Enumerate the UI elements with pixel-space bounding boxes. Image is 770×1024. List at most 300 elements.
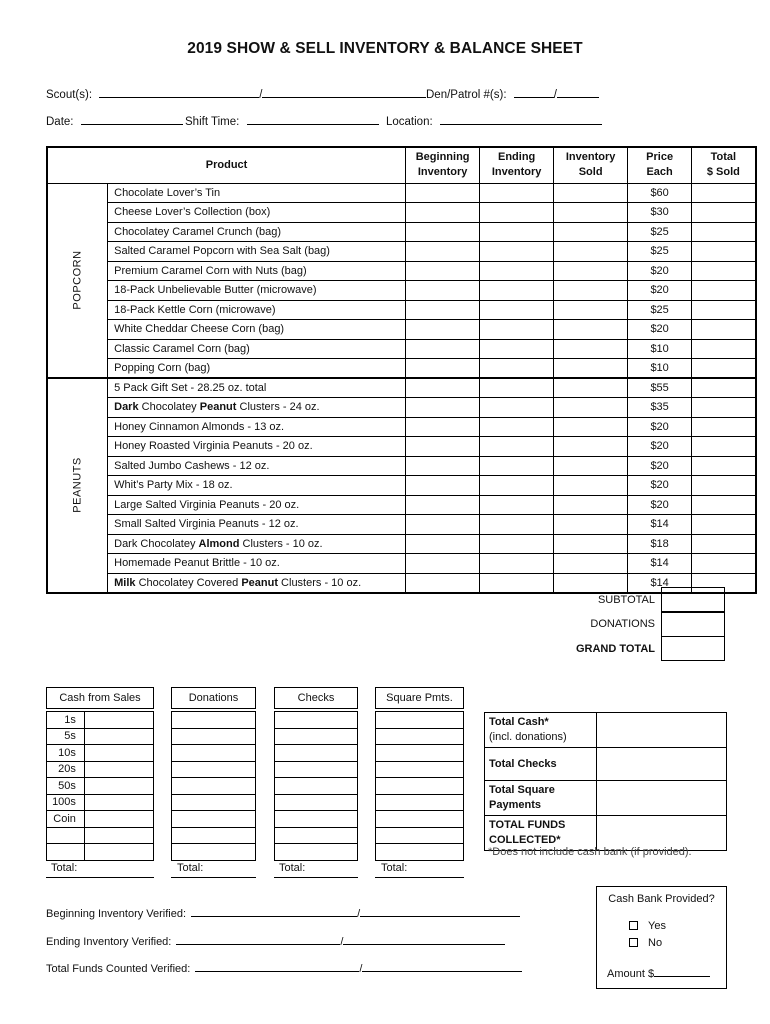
- entry-row: [275, 844, 358, 861]
- total-sold-cell[interactable]: [692, 554, 756, 574]
- total-sold-cell[interactable]: [692, 183, 756, 203]
- product-name: Salted Caramel Popcorn with Sea Salt (bag): [108, 242, 406, 262]
- denomination-label: 1s: [47, 712, 85, 729]
- entry-cell[interactable]: [376, 827, 464, 844]
- total-sold-cell[interactable]: [692, 320, 756, 340]
- price-cell: $20: [628, 320, 692, 340]
- entry-cell[interactable]: [172, 811, 256, 828]
- price-cell: $14: [628, 554, 692, 574]
- product-name: White Cheddar Cheese Corn (bag): [108, 320, 406, 340]
- total-sold-cell[interactable]: [692, 222, 756, 242]
- product-name: Cheese Lover’s Collection (box): [108, 203, 406, 223]
- beginning-inventory-cell[interactable]: [406, 261, 480, 281]
- entry-cell[interactable]: [172, 761, 256, 778]
- price-cell: $20: [628, 417, 692, 437]
- funds-verified-line: Total Funds Counted Verified: /: [46, 960, 522, 975]
- beginning-inventory-cell[interactable]: [406, 554, 480, 574]
- product-name: Popping Corn (bag): [108, 359, 406, 379]
- total-sold-cell[interactable]: [692, 281, 756, 301]
- price-cell: $20: [628, 456, 692, 476]
- ending-verified-field-2[interactable]: [343, 933, 505, 945]
- cash-row: [47, 761, 154, 778]
- inventory-sold-cell[interactable]: [554, 534, 628, 554]
- beginning-inventory-cell[interactable]: [406, 222, 480, 242]
- donations-header: Donations: [171, 687, 256, 709]
- entry-row: [172, 827, 256, 844]
- scouts-field-1[interactable]: [99, 86, 259, 98]
- table-header-row: [47, 147, 756, 183]
- ending-inventory-cell[interactable]: [480, 320, 554, 340]
- subtotal-box[interactable]: [661, 587, 725, 612]
- ending-inventory-cell[interactable]: [480, 300, 554, 320]
- price-cell: $25: [628, 242, 692, 262]
- cash-row: [47, 794, 154, 811]
- ending-inventory-cell[interactable]: [480, 183, 554, 203]
- product-name: Chocolate Lover’s Tin: [108, 183, 406, 203]
- beginning-verified-label: Beginning Inventory Verified:: [46, 908, 187, 920]
- date-line: [46, 113, 183, 128]
- ending-inventory-cell[interactable]: [480, 456, 554, 476]
- total-sold-cell[interactable]: [692, 456, 756, 476]
- table-row: [47, 359, 756, 379]
- inventory-sold-cell[interactable]: [554, 515, 628, 535]
- entry-cell[interactable]: [275, 712, 358, 729]
- denomination-amount-cell[interactable]: [84, 844, 153, 861]
- denomination-amount-cell[interactable]: [84, 745, 153, 762]
- beginning-inventory-cell[interactable]: [406, 515, 480, 535]
- denomination-amount-cell[interactable]: [84, 712, 153, 729]
- cash-total-line: [46, 877, 154, 878]
- price-cell: $20: [628, 495, 692, 515]
- funds-summary-value[interactable]: [597, 748, 727, 781]
- no-checkbox[interactable]: [629, 938, 638, 947]
- ending-inventory-cell[interactable]: [480, 515, 554, 535]
- product-name: Homemade Peanut Brittle - 10 oz.: [108, 554, 406, 574]
- ending-verified-line: Ending Inventory Verified: /: [46, 933, 505, 948]
- page-title: 2019 SHOW & SELL INVENTORY & BALANCE SHEET: [187, 40, 583, 57]
- beginning-inventory-cell[interactable]: [406, 320, 480, 340]
- table-row: [47, 339, 756, 359]
- entry-cell[interactable]: [275, 844, 358, 861]
- grand-total-label: GRAND TOTAL: [575, 643, 655, 655]
- entry-row: [275, 745, 358, 762]
- square-grid: [375, 711, 464, 861]
- entry-cell[interactable]: [376, 712, 464, 729]
- cash-grid: [46, 711, 154, 861]
- entry-row: [275, 794, 358, 811]
- beginning-inventory-cell[interactable]: [406, 573, 480, 593]
- entry-row: [376, 827, 464, 844]
- table-row: [47, 300, 756, 320]
- checks-total-label: Total:: [279, 862, 306, 874]
- ending-inventory-cell[interactable]: [480, 495, 554, 515]
- price-cell: $25: [628, 300, 692, 320]
- funds-summary-value[interactable]: [597, 713, 727, 748]
- denomination-label: [47, 844, 85, 861]
- ending-inventory-cell[interactable]: [480, 534, 554, 554]
- product-name: 18-Pack Kettle Corn (microwave): [108, 300, 406, 320]
- ending-inventory-cell[interactable]: [480, 339, 554, 359]
- total-sold-cell[interactable]: [692, 339, 756, 359]
- total-sold-cell[interactable]: [692, 203, 756, 223]
- funds-summary-value[interactable]: [597, 781, 727, 816]
- beginning-verified-field-2[interactable]: [360, 905, 520, 917]
- checks-grid: [274, 711, 358, 861]
- beginning-inventory-cell[interactable]: [406, 534, 480, 554]
- entry-cell[interactable]: [172, 728, 256, 745]
- table-row: [47, 242, 756, 262]
- beginning-inventory-cell[interactable]: [406, 203, 480, 223]
- col-beginning-header: Beginning Inventory: [406, 147, 480, 183]
- beginning-inventory-cell[interactable]: [406, 378, 480, 398]
- donations-box[interactable]: [661, 612, 725, 637]
- entry-cell[interactable]: [172, 778, 256, 795]
- date-field[interactable]: [81, 113, 183, 125]
- table-row: [47, 495, 756, 515]
- total-sold-cell[interactable]: [692, 437, 756, 457]
- den-label: Den/Patrol #(s):: [426, 89, 507, 101]
- entry-cell[interactable]: [275, 745, 358, 762]
- ending-inventory-cell[interactable]: [480, 573, 554, 593]
- inventory-sold-cell[interactable]: [554, 261, 628, 281]
- square-total-line: [375, 877, 464, 878]
- ending-inventory-cell[interactable]: [480, 554, 554, 574]
- denomination-amount-cell[interactable]: [84, 794, 153, 811]
- entry-cell[interactable]: [376, 778, 464, 795]
- cash-row: [47, 778, 154, 795]
- subtotal-label: SUBTOTAL: [597, 594, 655, 606]
- denomination-label: [47, 827, 85, 844]
- funds-summary-label: Total Cash* (incl. donations): [485, 713, 597, 748]
- entry-row: [275, 712, 358, 729]
- entry-row: [172, 712, 256, 729]
- inventory-sold-cell[interactable]: [554, 456, 628, 476]
- total-sold-cell[interactable]: [692, 476, 756, 496]
- beginning-inventory-cell[interactable]: [406, 417, 480, 437]
- scouts-label: Scout(s):: [46, 89, 93, 101]
- total-sold-cell[interactable]: [692, 417, 756, 437]
- product-name: Premium Caramel Corn with Nuts (bag): [108, 261, 406, 281]
- entry-row: [275, 728, 358, 745]
- price-cell: $20: [628, 281, 692, 301]
- beginning-inventory-cell[interactable]: [406, 437, 480, 457]
- entry-row: [275, 761, 358, 778]
- inventory-sold-cell[interactable]: [554, 437, 628, 457]
- cash-bank-yes[interactable]: [629, 920, 666, 932]
- beginning-inventory-cell[interactable]: [406, 242, 480, 262]
- denomination-label: 5s: [47, 728, 85, 745]
- entry-cell[interactable]: [376, 844, 464, 861]
- price-cell: $55: [628, 378, 692, 398]
- ending-inventory-cell[interactable]: [480, 261, 554, 281]
- inventory-sold-cell[interactable]: [554, 320, 628, 340]
- product-name: Honey Cinnamon Almonds - 13 oz.: [108, 417, 406, 437]
- entry-row: [172, 761, 256, 778]
- yes-checkbox[interactable]: [629, 921, 638, 930]
- beginning-inventory-cell[interactable]: [406, 495, 480, 515]
- table-row: [47, 456, 756, 476]
- total-sold-cell[interactable]: [692, 242, 756, 262]
- beginning-inventory-cell[interactable]: [406, 300, 480, 320]
- entry-cell[interactable]: [172, 794, 256, 811]
- entry-row: [376, 811, 464, 828]
- table-row: [47, 573, 756, 593]
- entry-row: [376, 778, 464, 795]
- total-sold-cell[interactable]: [692, 359, 756, 379]
- entry-row: [172, 811, 256, 828]
- den-line: Den/Patrol #(s): /: [426, 86, 599, 101]
- denomination-amount-cell[interactable]: [84, 728, 153, 745]
- inventory-sold-cell[interactable]: [554, 339, 628, 359]
- col-product-header: Product: [47, 147, 406, 183]
- ending-verified-label: Ending Inventory Verified:: [46, 936, 172, 948]
- total-sold-cell[interactable]: [692, 398, 756, 418]
- amount-field[interactable]: [654, 965, 710, 977]
- funds-summary-row: [485, 748, 727, 781]
- donations-grid: [171, 711, 256, 861]
- funds-summary-label: TOTAL FUNDS COLLECTED*: [485, 816, 597, 851]
- table-row: [47, 281, 756, 301]
- beginning-inventory-cell[interactable]: [406, 398, 480, 418]
- entry-cell[interactable]: [376, 811, 464, 828]
- funds-summary-label: Total Checks: [485, 748, 597, 781]
- entry-cell[interactable]: [275, 811, 358, 828]
- ending-inventory-cell[interactable]: [480, 378, 554, 398]
- col-price-header: Price Each: [628, 147, 692, 183]
- ending-inventory-cell[interactable]: [480, 222, 554, 242]
- entry-cell[interactable]: [376, 794, 464, 811]
- entry-cell[interactable]: [275, 728, 358, 745]
- ending-inventory-cell[interactable]: [480, 417, 554, 437]
- total-sold-cell[interactable]: [692, 495, 756, 515]
- product-name: Salted Jumbo Cashews - 12 oz.: [108, 456, 406, 476]
- entry-cell[interactable]: [376, 745, 464, 762]
- funds-summary-label: Total Square Payments: [485, 781, 597, 816]
- price-cell: $14: [628, 515, 692, 535]
- amount-label: Amount $: [607, 968, 655, 980]
- cash-bank-amount: [607, 965, 710, 980]
- entry-row: [376, 745, 464, 762]
- entry-row: [376, 728, 464, 745]
- location-field[interactable]: [440, 113, 602, 125]
- inventory-sold-cell[interactable]: [554, 203, 628, 223]
- entry-cell[interactable]: [172, 745, 256, 762]
- table-row: [47, 222, 756, 242]
- table-row: [47, 476, 756, 496]
- ending-inventory-cell[interactable]: [480, 242, 554, 262]
- ending-verified-field-1[interactable]: [176, 933, 340, 945]
- entry-cell[interactable]: [275, 778, 358, 795]
- den-field-1[interactable]: [514, 86, 554, 98]
- price-cell: $25: [628, 222, 692, 242]
- price-cell: $20: [628, 437, 692, 457]
- table-row: [47, 534, 756, 554]
- table-row: [47, 320, 756, 340]
- entry-row: [172, 778, 256, 795]
- no-label: No: [648, 937, 663, 949]
- inventory-sold-cell[interactable]: [554, 300, 628, 320]
- ending-inventory-cell[interactable]: [480, 437, 554, 457]
- inventory-sold-cell[interactable]: [554, 183, 628, 203]
- entry-row: [376, 761, 464, 778]
- cash-from-sales-header: Cash from Sales: [46, 687, 154, 709]
- ending-inventory-cell[interactable]: [480, 398, 554, 418]
- shift-field[interactable]: [247, 113, 379, 125]
- inventory-sold-cell[interactable]: [554, 554, 628, 574]
- inventory-sold-cell[interactable]: [554, 573, 628, 593]
- entry-cell[interactable]: [172, 712, 256, 729]
- product-name: Large Salted Virginia Peanuts - 20 oz.: [108, 495, 406, 515]
- product-name: Honey Roasted Virginia Peanuts - 20 oz.: [108, 437, 406, 457]
- entry-cell[interactable]: [275, 761, 358, 778]
- denomination-label: 50s: [47, 778, 85, 795]
- table-row: [47, 378, 756, 398]
- product-name: 18-Pack Unbelievable Butter (microwave): [108, 281, 406, 301]
- inventory-sold-cell[interactable]: [554, 476, 628, 496]
- ending-inventory-cell[interactable]: [480, 203, 554, 223]
- date-label: Date:: [46, 116, 74, 128]
- inventory-sold-cell[interactable]: [554, 398, 628, 418]
- cash-row: [47, 844, 154, 861]
- square-total-label: Total:: [381, 862, 408, 874]
- table-row: [47, 183, 756, 203]
- total-sold-cell[interactable]: [692, 534, 756, 554]
- den-field-2[interactable]: [557, 86, 599, 98]
- col-sold-header: Inventory Sold: [554, 147, 628, 183]
- denomination-amount-cell[interactable]: [84, 778, 153, 795]
- col-total-header: Total $ Sold: [692, 147, 756, 183]
- table-row: [47, 261, 756, 281]
- total-sold-cell[interactable]: [692, 378, 756, 398]
- funds-verified-label: Total Funds Counted Verified:: [46, 963, 191, 975]
- entry-row: [275, 827, 358, 844]
- cash-row: [47, 728, 154, 745]
- category-label: PEANUTS: [71, 457, 84, 513]
- checks-total-line: [274, 877, 358, 878]
- entry-row: [172, 728, 256, 745]
- inventory-sold-cell[interactable]: [554, 242, 628, 262]
- denomination-amount-cell[interactable]: [84, 811, 153, 828]
- product-name: Milk Chocolatey Covered Peanut Clusters - 10 oz.: [108, 573, 406, 593]
- denomination-amount-cell[interactable]: [84, 761, 153, 778]
- ending-inventory-cell[interactable]: [480, 476, 554, 496]
- cash-bank-note: *Does not include cash bank (if provided).: [488, 846, 692, 858]
- beginning-inventory-cell[interactable]: [406, 281, 480, 301]
- scouts-line: Scout(s): /: [46, 86, 426, 101]
- scouts-field-2[interactable]: [262, 86, 426, 98]
- entry-row: [376, 844, 464, 861]
- beginning-inventory-cell[interactable]: [406, 476, 480, 496]
- col-ending-header: Ending Inventory: [480, 147, 554, 183]
- cash-bank-box: [596, 886, 727, 989]
- beginning-inventory-cell[interactable]: [406, 339, 480, 359]
- category-label-cell: [47, 378, 108, 593]
- beginning-inventory-cell[interactable]: [406, 359, 480, 379]
- inventory-sold-cell[interactable]: [554, 378, 628, 398]
- table-row: [47, 515, 756, 535]
- price-cell: $20: [628, 261, 692, 281]
- entry-row: [376, 712, 464, 729]
- funds-summary-row: [485, 781, 727, 816]
- price-cell: $14: [628, 573, 692, 593]
- inventory-sold-cell[interactable]: [554, 495, 628, 515]
- inventory-sold-cell[interactable]: [554, 222, 628, 242]
- price-cell: $30: [628, 203, 692, 223]
- beginning-verified-line: Beginning Inventory Verified: /: [46, 905, 520, 920]
- funds-summary-table: [484, 712, 727, 851]
- table-row: [47, 437, 756, 457]
- denomination-label: 10s: [47, 745, 85, 762]
- entry-cell[interactable]: [172, 844, 256, 861]
- table-row: [47, 417, 756, 437]
- ending-inventory-cell[interactable]: [480, 359, 554, 379]
- denomination-amount-cell[interactable]: [84, 827, 153, 844]
- entry-cell[interactable]: [376, 728, 464, 745]
- cash-row: [47, 827, 154, 844]
- denomination-label: 100s: [47, 794, 85, 811]
- cash-bank-no[interactable]: [629, 937, 662, 949]
- entry-row: [172, 794, 256, 811]
- funds-verified-field-1[interactable]: [195, 960, 359, 972]
- inventory-sold-cell[interactable]: [554, 281, 628, 301]
- product-name: Small Salted Virginia Peanuts - 12 oz.: [108, 515, 406, 535]
- ending-inventory-cell[interactable]: [480, 281, 554, 301]
- price-cell: $60: [628, 183, 692, 203]
- total-sold-cell[interactable]: [692, 300, 756, 320]
- inventory-sold-cell[interactable]: [554, 417, 628, 437]
- donations-total-label: Total:: [177, 862, 204, 874]
- checks-header: Checks: [274, 687, 358, 709]
- beginning-inventory-cell[interactable]: [406, 456, 480, 476]
- location-line: [386, 113, 602, 128]
- price-cell: $20: [628, 476, 692, 496]
- entry-row: [275, 811, 358, 828]
- price-cell: $18: [628, 534, 692, 554]
- total-sold-cell[interactable]: [692, 515, 756, 535]
- product-name: Dark Chocolatey Peanut Clusters - 24 oz.: [108, 398, 406, 418]
- product-name: Classic Caramel Corn (bag): [108, 339, 406, 359]
- table-row: [47, 554, 756, 574]
- entry-cell[interactable]: [376, 761, 464, 778]
- cash-row: [47, 811, 154, 828]
- beginning-inventory-cell[interactable]: [406, 183, 480, 203]
- entry-cell[interactable]: [172, 827, 256, 844]
- inventory-sold-cell[interactable]: [554, 359, 628, 379]
- denomination-label: Coin: [47, 811, 85, 828]
- product-name: 5 Pack Gift Set - 28.25 oz. total: [108, 378, 406, 398]
- cash-row: [47, 745, 154, 762]
- entry-cell[interactable]: [275, 827, 358, 844]
- product-name: Whit’s Party Mix - 18 oz.: [108, 476, 406, 496]
- cash-bank-title: Cash Bank Provided?: [608, 893, 715, 905]
- product-name: Dark Chocolatey Almond Clusters - 10 oz.: [108, 534, 406, 554]
- table-row: [47, 398, 756, 418]
- entry-cell[interactable]: [275, 794, 358, 811]
- shift-label: Shift Time:: [185, 116, 240, 128]
- entry-row: [172, 745, 256, 762]
- grand-total-box[interactable]: [661, 636, 725, 661]
- cash-total-label: Total:: [51, 862, 78, 874]
- entry-row: [376, 794, 464, 811]
- beginning-verified-field-1[interactable]: [191, 905, 357, 917]
- total-sold-cell[interactable]: [692, 261, 756, 281]
- funds-verified-field-2[interactable]: [362, 960, 522, 972]
- table-row: [47, 203, 756, 223]
- yes-label: Yes: [648, 920, 666, 932]
- category-label: POPCORN: [71, 250, 84, 310]
- category-label-cell: [47, 183, 108, 378]
- product-name: Chocolatey Caramel Crunch (bag): [108, 222, 406, 242]
